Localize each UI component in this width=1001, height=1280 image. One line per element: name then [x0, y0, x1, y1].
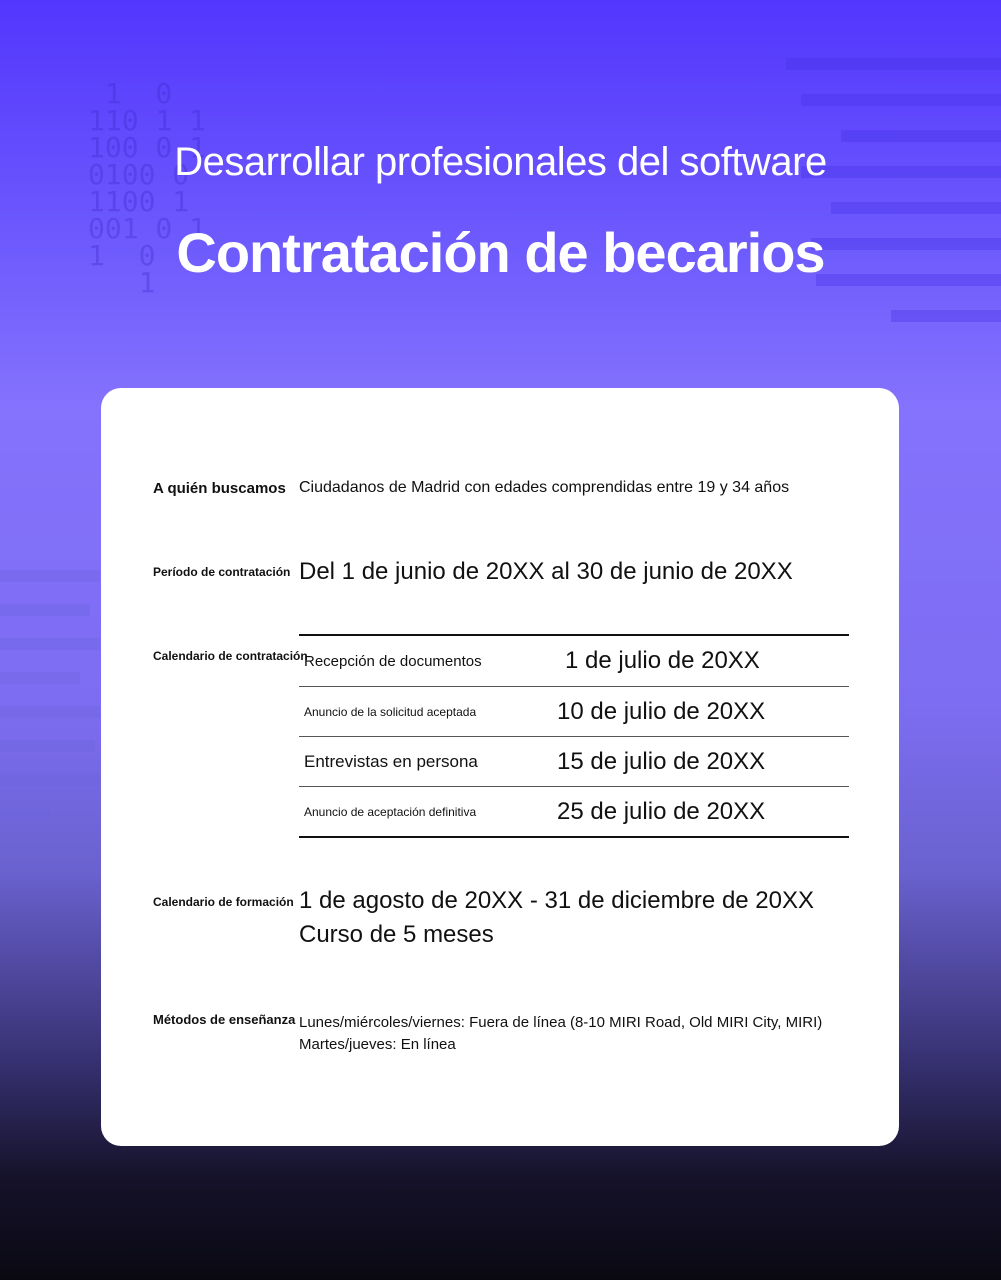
- schedule-label: Calendario de contratación: [153, 649, 308, 663]
- date: 10 de julio de 20XX: [557, 697, 766, 725]
- period-value: Del 1 de junio de 20XX al 30 de junio de 20XX: [299, 558, 793, 585]
- methods-online: Martes/jueves: En línea: [299, 1036, 456, 1053]
- table-row: [299, 686, 849, 736]
- step: Recepción de documentos: [304, 652, 482, 670]
- who-label: A quién buscamos: [153, 480, 286, 497]
- stripe-decoration-right: [781, 58, 1001, 346]
- period-label: Período de contratación: [153, 565, 291, 579]
- training-label: Calendario de formación: [153, 895, 294, 909]
- table-row: [299, 736, 849, 786]
- methods-label: Métodos de enseñanza: [153, 1012, 296, 1027]
- step: Anuncio de la solicitud aceptada: [304, 704, 477, 719]
- date: 25 de julio de 20XX: [557, 797, 766, 825]
- binary-decoration: 1 0 110 1 1 100 0 1 0100 0 1100 1 001 0 1 1 0 1: [88, 77, 207, 299]
- table-row: [299, 786, 849, 836]
- poster-title: Contratación de becarios: [176, 221, 825, 284]
- training-dates: 1 de agosto de 20XX - 31 de diciembre de 20XX: [299, 887, 815, 914]
- schedule-table: [299, 634, 849, 838]
- stripe-decoration-left: [0, 570, 100, 842]
- table-row: [299, 636, 849, 686]
- step: Entrevistas en persona: [304, 751, 478, 771]
- who-value: Ciudadanos de Madrid con edades comprendidas entre 19 y 34 años: [299, 479, 790, 496]
- poster-subtitle: Desarrollar profesionales del software: [174, 140, 827, 184]
- date: 1 de julio de 20XX: [565, 647, 760, 674]
- methods-offline: Lunes/miércoles/viernes: Fuera de línea (8-10 MIRI Road, Old MIRI City, MIRI): [299, 1014, 823, 1031]
- training-duration: Curso de 5 meses: [299, 921, 494, 948]
- step: Anuncio de aceptación definitiva: [304, 804, 477, 819]
- date: 15 de julio de 20XX: [557, 747, 766, 775]
- info-card: [101, 388, 899, 1146]
